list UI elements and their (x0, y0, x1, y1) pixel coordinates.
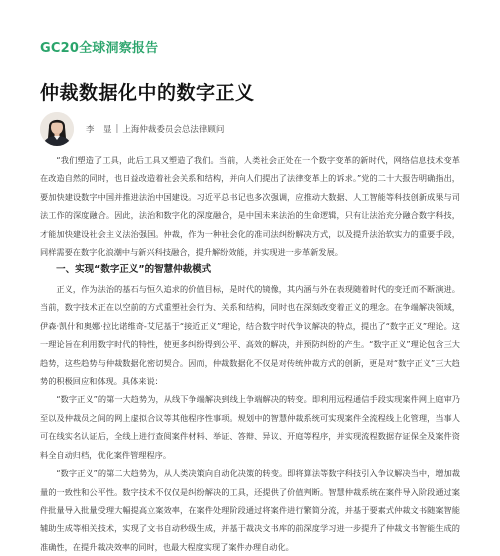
author-affiliation: 上海仲裁委员会总法律顾问 (122, 125, 225, 135)
article-body (40, 151, 460, 556)
author-avatar (40, 112, 74, 146)
author-info (86, 123, 224, 135)
article-title: 仲裁数据化中的数字正义 (40, 82, 255, 104)
author-byline (40, 111, 460, 147)
paragraph-digital-justice: 正义，作为法治的基石与恒久追求的价值目标，是时代的镜像，其内涵与外在表现随着时代的变迁而不断演进。当前，数字技术正在以空前的方式重塑社会行为、关系和结构，同时也在深刻改变着正义的理念。在争端解决领域，伊森·凯什和奥娜·拉比诺维奇-艾尼基于“接近正义”理论，结合数字时代争议解决的特点，提出了“数字正义”理论。这一理论旨在利用数字时代的特性，使更多纠纷得到公平、高效的解决，并预防纠纷的产生。“数字正义”理论包含三大趋势，这些趋势与仲裁数据化密切契合。因而，仲裁数据化不仅是对传统仲裁方式的创新，更是对“数字正义”三大趋势的积极回应和体现。具体来说： (40, 284, 460, 387)
paragraph-trend-2: “数字正义”的第二大趋势为，从人类决策向自动化决策的转变。即将算法等数字科技引入争议解决当中，增加裁量的一致性和公平性。数字技术不仅仅是纠纷解决的工具，还提供了价值判断。智慧仲裁系统在案件导入阶段通过案件批量导入批量受理大幅提高立案效率，在案件处理阶段通过将案件进行繁简分流，并基于要素式仲裁文书随案智能辅助生成等相关技术，实现了文书自动秒级生成，并基于裁决文书库的前深度学习进一步提升了仲裁文书智能生成的准确性，在提升裁决效率的同时，也最大程度实现了案件办理自动化。 (40, 468, 460, 552)
paragraph-trend-1: “数字正义”的第一大趋势为，从线下争端解决到线上争端解决的转变。即利用远程通信手段实现案件网上庭审乃至以及仲裁员之间的网上虚拟合议等其他程序性事项。规划中的智慧仲裁系统可实现案件全流程线上化管理，当事人可在线实名认证后，全线上进行查阅案件材料、举证、答辩、异议、开庭等程序，并实现流程数据存证保全及案件资料全自动归档，优化案件管理程序。 (40, 394, 460, 460)
author-separator: | (115, 124, 119, 134)
report-series-label: GC20全球洞察报告 (40, 41, 159, 56)
paragraph-intro: “我们塑造了工具，此后工具又塑造了我们。当前，人类社会正处在一个数字变革的新时代，网络信息技术变革在改造自然的同时，也日益改造着社会关系和结构，并向人们提出了法律变革上的诉求。”党的二十大报告明确指出，要加快建设数字中国并推进法治中国建设。习近平总书记也多次强调，应推动大数据、人工智能等科技创新成果与司法工作的深度融合。因此，法治和数字化的深度融合，是中国未来法治的生命逻辑，只有让法治充分融合数字科技，才能加快建设社会主义法治强国。仲裁，作为一种社会化的准司法纠纷解决方式，以及提升法治软实力的重要手段，同样需要在数字化浪潮中与新兴科技融合，提升解纷效能，并实现进一步革新发展。 (40, 155, 460, 258)
section-heading-1: 一、实现“数字正义”的智慧仲裁模式 (56, 264, 212, 276)
author-portrait-icon (40, 112, 74, 146)
author-name: 李 显 (86, 125, 112, 135)
